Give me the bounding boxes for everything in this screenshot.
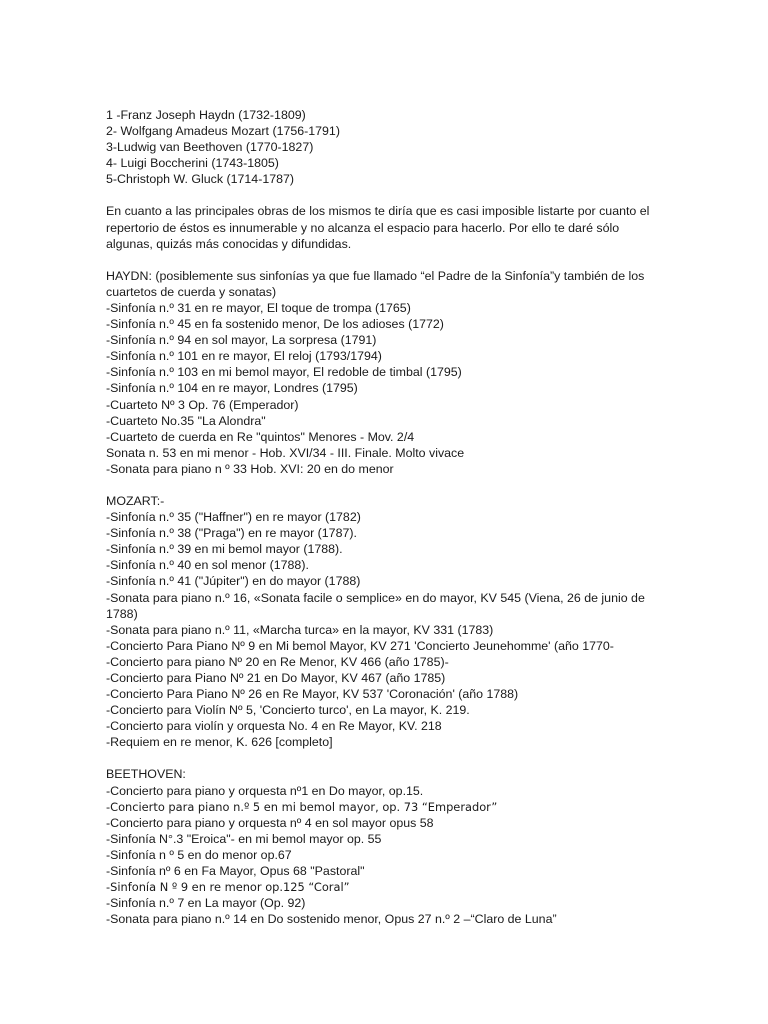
spacer — [106, 750, 666, 766]
work-item: -Concierto Para Piano Nº 26 en Re Mayor, KV 537 'Coronación' (año 1788) — [106, 687, 519, 702]
work-item: -Sonata para piano n.º 16, «Sonata facile o semplice» en do mayor, KV 545 (Viena, 26 de junio de 1788) — [106, 590, 645, 621]
work-item: -Cuarteto de cuerda en Re "quintos" Menores - Mov. 2/4 — [106, 429, 415, 444]
composer-item: 2- Wolfgang Amadeus Mozart (1756-1791) — [106, 124, 340, 139]
work-item: -Concierto para piano Nº 20 en Re Menor, KV 466 (año 1785)- — [106, 654, 449, 669]
work-item: -Sinfonía n.º 101 en re mayor, El reloj (1793/1794) — [106, 349, 382, 364]
beethoven-section — [106, 766, 666, 927]
work-item: -Requiem en re menor, K. 626 [completo] — [106, 735, 333, 750]
work-item: -Sinfonía n.º 35 ("Haffner") en re mayor (1782) — [106, 510, 361, 525]
work-item: -Sinfonía n.º 39 en mi bemol mayor (1788). — [106, 542, 343, 557]
haydn-heading: HAYDN: (posiblemente sus sinfonías ya que fue llamado “el Padre de la Sinfonía”y también de los cuartetos de cuerda y sonatas) — [106, 268, 645, 299]
work-item: -Sinfonía n.º 103 en mi bemol mayor, El redoble de timbal (1795) — [106, 365, 462, 380]
haydn-section — [106, 268, 666, 477]
work-item: -Sinfonía n.º 94 en sol mayor, La sorpresa (1791) — [106, 333, 377, 348]
work-item: -Concierto para violín y orquesta No. 4 en Re Mayor, KV. 218 — [106, 719, 442, 734]
work-item: -Sinfonía n.º 31 en re mayor, El toque de trompa (1765) — [106, 300, 411, 315]
work-item: -Sinfonía nº 6 en Fa Mayor, Opus 68 "Pastoral" — [106, 864, 365, 879]
work-item: -Sinfonía n.º 7 en La mayor (Op. 92) — [106, 896, 306, 911]
spacer — [106, 187, 666, 203]
work-item: -Sinfonía n.º 41 ("Júpiter") en do mayor (1788) — [106, 574, 361, 589]
work-item: -Sonata para piano n.º 14 en Do sostenido menor, Opus 27 n.º 2 –“Claro de Luna” — [106, 912, 557, 927]
composer-item: 3-Ludwig van Beethoven (1770-1827) — [106, 140, 314, 155]
work-item: -Concierto para piano n.º 5 en mi bemol mayor, op. 73 “Emperador” — [106, 799, 498, 814]
intro-paragraph: En cuanto a las principales obras de los mismos te diría que es casi imposible listarte por cuanto el repertorio de éstos es innumerable y no alcanza el espacio para hacerlo. Por ello te daré sólo algunas, quizás más conocidas y difundidas. — [106, 204, 650, 251]
mozart-heading: MOZART:- — [106, 493, 165, 508]
work-item: -Sinfonía n.º 38 ("Praga") en re mayor (1787). — [106, 526, 357, 541]
spacer — [106, 252, 666, 268]
work-item: -Sinfonía n.º 40 en sol menor (1788). — [106, 558, 309, 573]
composer-item: 1 -Franz Joseph Haydn (1732-1809) — [106, 108, 306, 122]
work-item: -Cuarteto No.35 "La Alondra" — [106, 413, 266, 428]
work-item: -Sinfonía n.º 104 en re mayor, Londres (1795) — [106, 381, 358, 396]
composer-item: 4- Luigi Boccherini (1743-1805) — [106, 156, 279, 171]
work-item: -Concierto para Violín Nº 5, 'Concierto turco', en La mayor, K. 219. — [106, 703, 470, 718]
work-item: -Sinfonía N°.3 "Eroica"- en mi bemol mayor op. 55 — [106, 831, 382, 846]
work-item: -Concierto para Piano Nº 21 en Do Mayor, KV 467 (año 1785) — [106, 671, 446, 685]
work-item: -Sinfonía N º 9 en re menor op.125 “Coral” — [106, 880, 350, 895]
work-item: Sonata n. 53 en mi menor - Hob. XVI/34 - III. Finale. Molto vivace — [106, 445, 465, 460]
work-item: -Sonata para piano n.º 11, «Marcha turca» en la mayor, KV 331 (1783) — [106, 622, 494, 637]
beethoven-heading: BEETHOVEN: — [106, 767, 186, 782]
work-item: -Cuarteto Nº 3 Op. 76 (Emperador) — [106, 397, 299, 412]
composer-list — [106, 107, 666, 187]
work-item: -Concierto para piano y orquesta nº1 en Do mayor, op.15. — [106, 783, 424, 798]
work-item: -Concierto Para Piano Nº 9 en Mi bemol Mayor, KV 271 'Concierto Jeunehomme' (año 1770- — [106, 638, 614, 653]
composer-item: 5-Christoph W. Gluck (1714-1787) — [106, 172, 295, 187]
work-item: -Sinfonía n.º 45 en fa sostenido menor, De los adioses (1772) — [106, 317, 444, 332]
work-item: -Concierto para piano y orquesta nº 4 en sol mayor opus 58 — [106, 815, 434, 830]
spacer — [106, 477, 666, 493]
work-item: -Sonata para piano n º 33 Hob. XVI: 20 en do menor — [106, 461, 394, 476]
work-item: -Sinfonía n º 5 en do menor op.67 — [106, 847, 292, 862]
document-page — [106, 107, 666, 927]
mozart-section — [106, 493, 666, 751]
